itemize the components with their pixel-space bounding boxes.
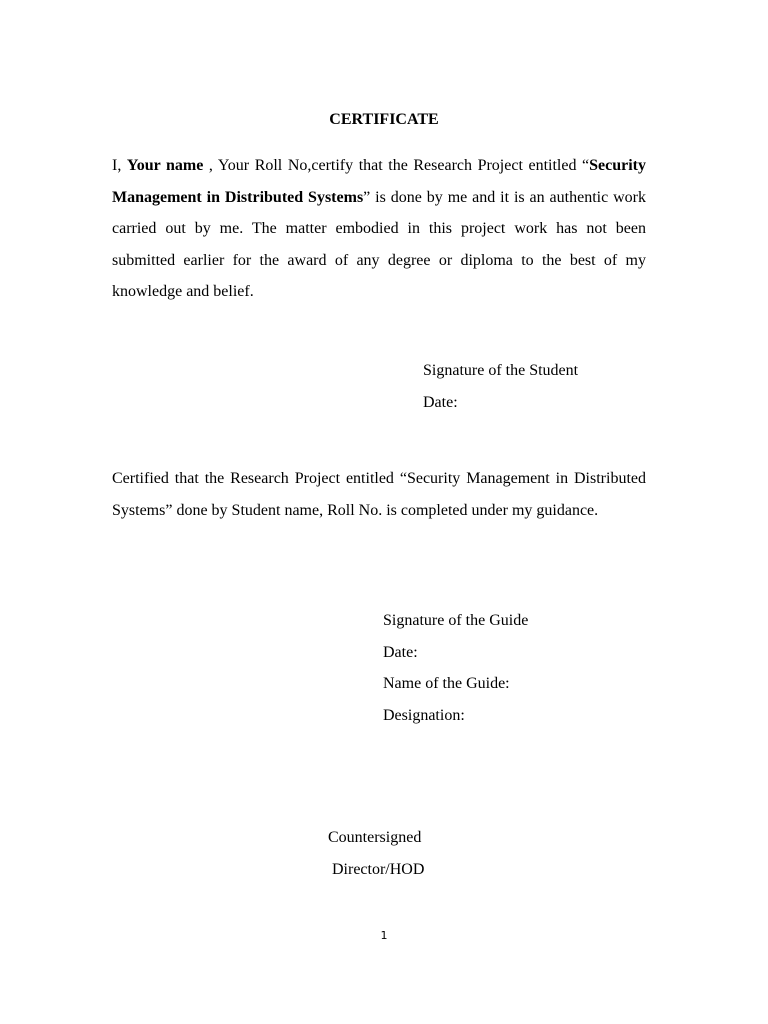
certificate-title: CERTIFICATE bbox=[329, 111, 439, 128]
guide-designation-label: Designation: bbox=[383, 706, 465, 724]
student-signature-label: Signature of the Student bbox=[423, 362, 579, 379]
guide-certification: Certified that the Research Project entitled “Security Management in Distributed Systems” done by Student name, Roll No. is completed under my guidance. bbox=[112, 470, 646, 519]
guide-date-label: Date: bbox=[383, 643, 418, 661]
guide-signature-label: Signature of the Guide bbox=[383, 612, 529, 629]
countersigned-label: Countersigned bbox=[328, 829, 422, 846]
declaration-roll-text: , Your Roll No,certify that the Research Project entitled “ bbox=[203, 157, 590, 174]
project-title: Security Management in Distributed Systems bbox=[112, 157, 646, 206]
countersign-block bbox=[328, 822, 424, 885]
page-number: 1 bbox=[380, 929, 388, 942]
guide-name-label: Name of the Guide: bbox=[383, 675, 510, 692]
director-hod-label: Director/HOD bbox=[332, 860, 425, 878]
declaration-opening: I, bbox=[112, 157, 127, 174]
student-signature-block bbox=[423, 355, 578, 418]
declaration-body: ” is done by me and it is an authentic work carried out by me. The matter embodied in this project work has not been submitted earlier for the award of any degree or diploma to the best of my knowledge and belief. bbox=[112, 188, 646, 300]
student-declaration bbox=[112, 150, 646, 308]
student-name: Your name bbox=[126, 157, 204, 174]
guide-signature-block bbox=[383, 605, 528, 731]
student-date-label: Date: bbox=[423, 393, 458, 411]
